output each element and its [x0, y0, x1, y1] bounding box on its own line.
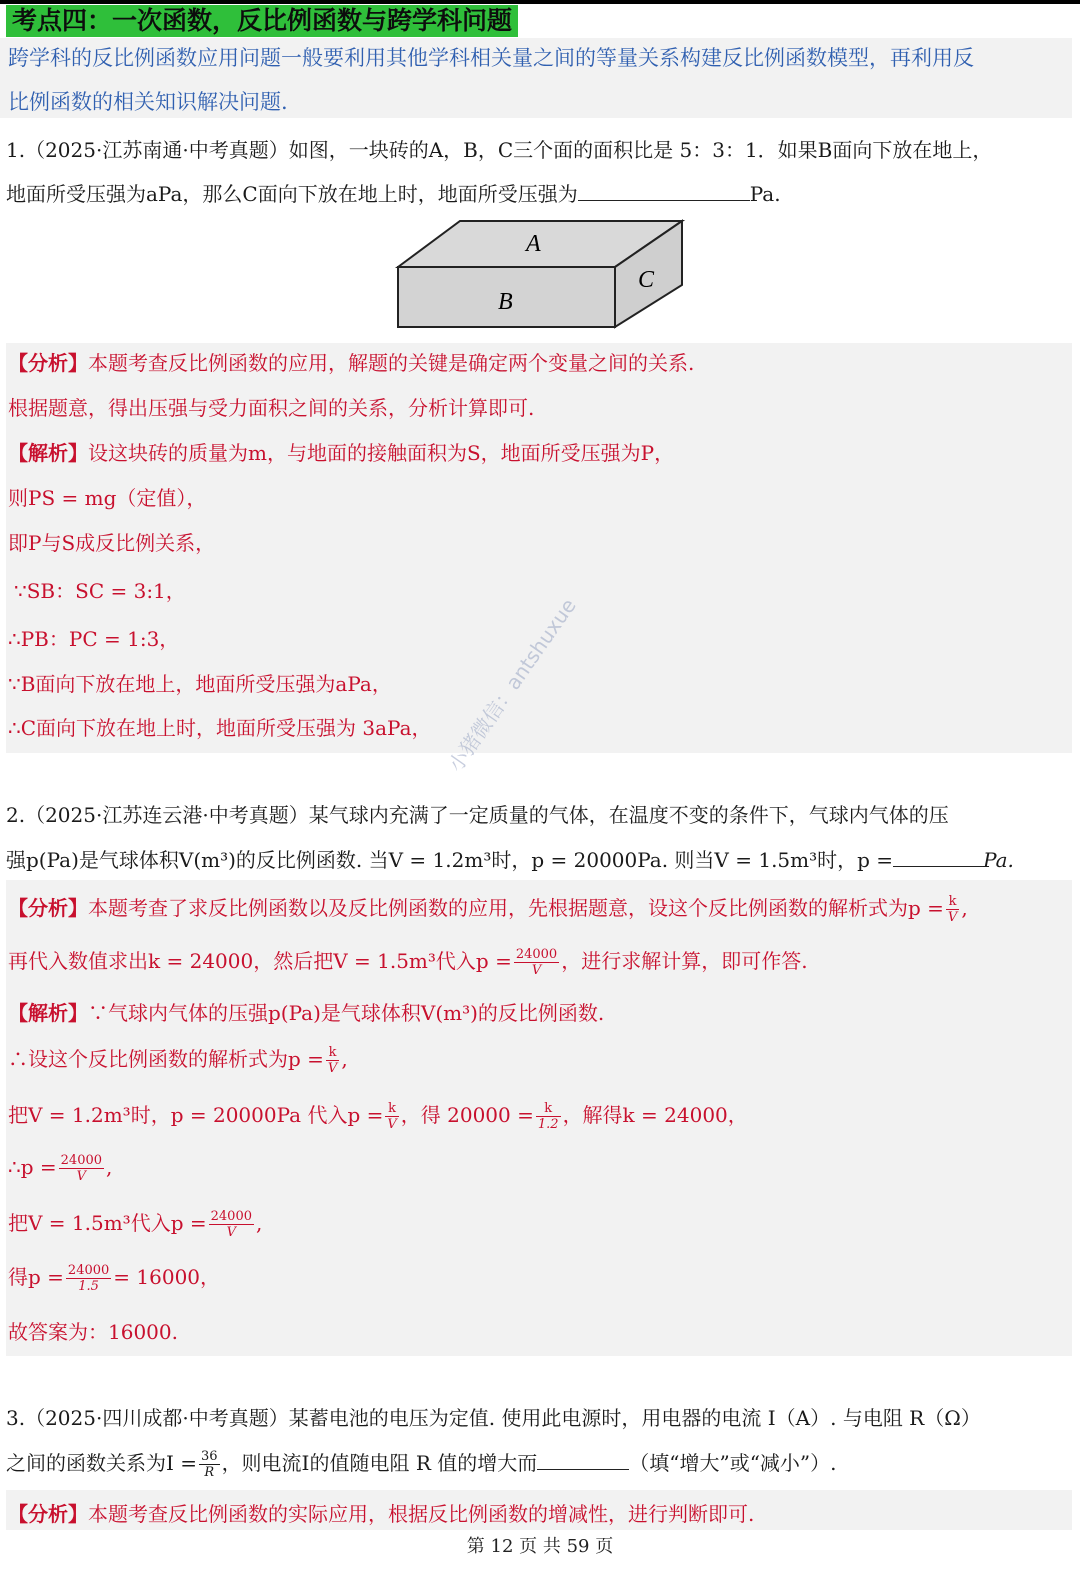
fraction — [946, 894, 959, 925]
brick-label-a: A — [526, 231, 541, 257]
watermark: 小猪微信：antshuxue — [443, 594, 581, 777]
q1-solution-1 — [8, 437, 674, 466]
q2-solution-6 — [8, 1261, 220, 1294]
q1-unit: Pa. — [749, 182, 781, 206]
frac-den: R — [204, 1465, 215, 1480]
frac-num: 24000 — [67, 1263, 110, 1278]
q1-line-1: 1.（2025·江苏南通·中考真题）如图，一块砖的A，B，C三个面的面积比是 5：3：1．如果B面向下放在地上， — [6, 138, 993, 162]
frac-num: 24000 — [515, 947, 558, 962]
q1-answer-blank — [578, 182, 750, 201]
frac-num: k — [326, 1045, 339, 1061]
brick-figure — [390, 215, 690, 335]
fraction — [66, 1263, 111, 1294]
q1-solution-4: ∵SB：SC = 3:1， — [14, 579, 186, 603]
analysis-tag: 【分析】 — [8, 1502, 88, 1526]
fraction — [59, 1153, 104, 1184]
q1-solution-2: 则PS = mg（定值）， — [8, 486, 207, 510]
frac-num: k — [385, 1101, 398, 1117]
q1-line-2-text: 地面所受压强为aPa，那么C面向下放在地上时，地面所受压强为 — [6, 182, 578, 206]
frac-den: V — [226, 1225, 236, 1240]
q2-solution-5: 把V = 1.5m³代入p = $\frac{24000}{V}$ , — [8, 1209, 263, 1240]
q2-solution-1 — [8, 997, 604, 1026]
q2-analysis-2 — [8, 945, 808, 978]
q2-solution-3 — [8, 1099, 748, 1132]
q2-answer-blank — [893, 848, 983, 867]
q1-line-2 — [6, 178, 781, 207]
frac-den: V — [387, 1117, 397, 1132]
frac-num: 36 — [201, 1449, 218, 1464]
q1-solution-3: 即P与S成反比例关系， — [8, 531, 216, 555]
fraction — [199, 1449, 220, 1480]
frac-num: 24000 — [210, 1209, 252, 1224]
q3-line-2 — [6, 1447, 837, 1480]
section-heading: 考点四：一次函数，反比例函数与跨学科问题 — [6, 5, 518, 37]
q2-analysis-text-2: 再代入数值求出k = 24000，然后把V = 1.5m³代入p = — [8, 949, 512, 973]
intro-line-2: 比例函数的相关知识解决问题. — [8, 90, 288, 114]
q2-solution-3-c: ，解得k = 24000， — [562, 1103, 748, 1127]
q3-line-2-a: 之间的函数关系为I = — [6, 1451, 198, 1475]
fraction — [514, 947, 559, 978]
q2-solution-4-text: ∴p = — [8, 1155, 57, 1179]
frac-den: 1.5 — [78, 1279, 99, 1294]
q2-line-2-text: 强p(Pa)是气球体积V(m³)的反比例函数. 当V = 1.2m³时，p = 20000Pa. 则当V = 1.5m³时，p = — [6, 848, 894, 872]
q1-analysis-text: 本题考查反比例函数的应用，解题的关键是确定两个变量之间的关系. — [88, 351, 695, 375]
frac-num: k — [536, 1101, 561, 1117]
q1-analysis-2: 根据题意，得出压强与受力面积之间的关系，分析计算即可. — [8, 396, 535, 420]
solution-tag: 【解析】 — [8, 441, 88, 465]
q2-line-1: 2.（2025·江苏连云港·中考真题）某气球内充满了一定质量的气体，在温度不变的条件下，气球内气体的压 — [6, 803, 949, 827]
q1-solution-5: ∴PB：PC = 1:3， — [8, 627, 180, 651]
brick-label-b: B — [498, 289, 513, 315]
frac-den: V — [327, 1061, 338, 1076]
frac-den: V — [947, 910, 958, 925]
q2-solution-7: 故答案为：16000. — [8, 1320, 178, 1344]
q2-solution-4: ∴p = $\frac{24000}{V}$ , — [8, 1153, 113, 1184]
q2-solution-2: ∴设这个反比例函数的解析式为p = $\frac{k}{V}$ , — [8, 1045, 348, 1076]
page-footer: 第 12 页 共 59 页 — [466, 1536, 614, 1557]
q3-line-2-b: ，则电流I的值随电阻 R 值的增大而 — [221, 1451, 538, 1475]
q3-analysis-text: 本题考查反比例函数的实际应用，根据反比例函数的增减性，进行判断即可. — [88, 1502, 755, 1526]
q1-analysis-1 — [8, 347, 694, 376]
fraction — [326, 1045, 339, 1076]
q2-solution-2-text: ∴设这个反比例函数的解析式为p = — [8, 1047, 324, 1071]
brick-label-c: C — [638, 267, 655, 293]
q2-solution-6-text: 得p = — [8, 1265, 64, 1289]
q2-unit: Pa. — [983, 848, 1014, 872]
intro-line-1: 跨学科的反比例函数应用问题一般要利用其他学科相关量之间的等量关系构建反比例函数模型，再利用反 — [8, 46, 974, 70]
q1-solution-7: ∴C面向下放在地上时，地面所受压强为 3aPa， — [8, 716, 432, 740]
analysis-tag: 【分析】 — [8, 351, 88, 375]
fraction — [536, 1101, 561, 1132]
q3-line-2-c: （填“增大”或“减小”）. — [629, 1451, 837, 1475]
fraction — [209, 1209, 254, 1240]
frac-den: V — [531, 963, 542, 978]
frac-num: k — [946, 894, 959, 910]
q1-solution-text: 设这块砖的质量为m，与地面的接触面积为S，地面所受压强为P， — [88, 441, 675, 465]
q2-analysis-text: 本题考查了求反比例函数以及反比例函数的应用，先根据题意，设这个反比例函数的解析式为p = — [88, 896, 944, 920]
frac-den: V — [76, 1169, 87, 1184]
q2-solution-5-text: 把V = 1.5m³代入p = — [8, 1211, 207, 1235]
analysis-tag: 【分析】 — [8, 896, 88, 920]
top-rule — [0, 0, 1080, 4]
frac-num: 24000 — [60, 1153, 103, 1168]
frac-den: 1.2 — [537, 1117, 559, 1132]
q3-line-1: 3.（2025·四川成都·中考真题）某蓄电池的电压为定值. 使用此电源时，用电器的电流 I（A）. 与电阻 R（Ω） — [6, 1406, 981, 1430]
q2-solution-6-result: = 16000， — [113, 1265, 221, 1289]
solution-tag: 【解析】 — [8, 1001, 88, 1025]
q2-analysis-text-3: ，进行求解计算，即可作答. — [561, 949, 808, 973]
q2-solution-3-b: ，得 20000 = — [400, 1103, 534, 1127]
q3-analysis-1 — [8, 1498, 754, 1527]
q2-solution-text: ∵气球内气体的压强p(Pa)是气球体积V(m³)的反比例函数. — [88, 1001, 605, 1025]
q3-answer-blank — [537, 1451, 629, 1470]
fraction — [385, 1101, 398, 1132]
q2-analysis-1: 【分析】本题考查了求反比例函数以及反比例函数的应用，先根据题意，设这个反比例函数的解析式为p = $\frac{k}{V}$ , — [8, 894, 968, 925]
q2-line-2 — [6, 844, 1014, 873]
q2-solution-3-a: 把V = 1.2m³时，p = 20000Pa 代入p = — [8, 1103, 384, 1127]
q1-solution-6: ∵B面向下放在地上，地面所受压强为aPa， — [8, 672, 392, 696]
